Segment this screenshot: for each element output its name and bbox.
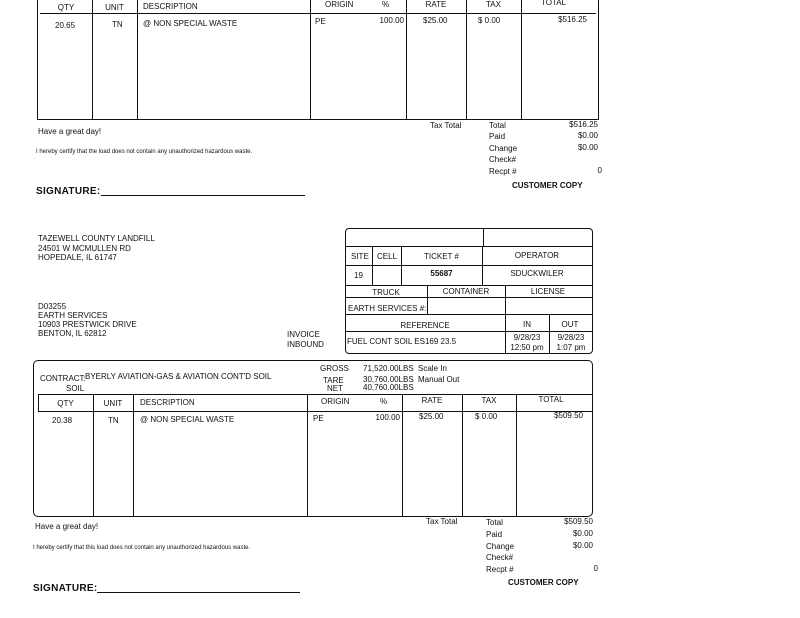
soil-label: SOIL xyxy=(66,384,85,393)
net-value: 40,760.00LBS xyxy=(363,383,414,392)
col-header-tax: TAX xyxy=(486,0,501,9)
row-rate: $25.00 xyxy=(423,16,448,25)
out-date: 9/28/23 xyxy=(557,333,585,342)
reference-value: FUEL CONT SOIL ES169 23.5 xyxy=(347,337,457,346)
change-label: Change xyxy=(486,542,515,551)
col-header-total: TOTAL xyxy=(540,0,567,7)
signature-label: SIGNATURE: xyxy=(33,583,98,594)
col-header-origin: ORIGIN xyxy=(321,397,350,406)
col-header-rate: RATE xyxy=(425,0,447,9)
row-description: @ NON SPECIAL WASTE xyxy=(143,19,238,28)
col-header-rate: RATE xyxy=(421,396,443,405)
paid-label: Paid xyxy=(489,132,506,141)
col-header-unit: UNIT xyxy=(103,399,123,408)
net-label: NET xyxy=(327,384,343,393)
out-label: OUT xyxy=(561,320,579,329)
container-label: CONTAINER xyxy=(442,287,490,296)
tax-total-label: Tax Total xyxy=(426,517,458,526)
customer-address-line2: BENTON, IL 62812 xyxy=(38,329,107,338)
greeting-text: Have a great day! xyxy=(35,522,99,531)
certify-text: I hereby certify that the load does not contain any unauthorized hazardous waste. xyxy=(36,149,253,155)
truck-label: TRUCK xyxy=(372,288,400,297)
receipt-value: 0 xyxy=(593,564,598,573)
greeting-text: Have a great day! xyxy=(38,127,102,136)
license-label: LICENSE xyxy=(530,287,566,296)
operator-label: OPERATOR xyxy=(514,251,560,260)
total-label: Total xyxy=(489,121,506,130)
out-time: 1:07 pm xyxy=(556,343,586,352)
contract-value: BYERLY AVIATION-GAS & AVIATION CONT'D SOIL xyxy=(85,372,272,381)
row-total: $509.50 xyxy=(554,411,583,420)
total-label: Total xyxy=(486,518,503,527)
row-qty: 20.38 xyxy=(52,416,73,425)
row-percent: 100.00 xyxy=(375,413,400,422)
tare-value: 30,760.00LBS xyxy=(363,375,414,384)
col-header-origin: ORIGIN xyxy=(325,0,354,9)
row-tax: $ 0.00 xyxy=(478,16,501,25)
reference-label: REFERENCE xyxy=(400,321,450,330)
facility-address-line2: HOPEDALE, IL 61747 xyxy=(38,253,117,262)
col-header-description: DESCRIPTION xyxy=(140,398,195,407)
col-header-tax: TAX xyxy=(481,396,497,405)
row-rate: $25.00 xyxy=(419,412,444,421)
in-date: 9/28/23 xyxy=(513,333,541,342)
row-origin: PE xyxy=(315,17,326,26)
site-value: 19 xyxy=(354,271,363,280)
signature-line xyxy=(97,592,300,593)
truck-value: EARTH SERVICES #: xyxy=(348,304,427,313)
check-label: Check# xyxy=(486,553,514,562)
customer-id: D03255 xyxy=(38,302,67,311)
change-label: Change xyxy=(489,144,518,153)
cell-label: CELL xyxy=(377,252,398,261)
row-total: $516.25 xyxy=(558,15,587,24)
signature-line xyxy=(101,195,305,196)
row-tax: $ 0.00 xyxy=(475,412,498,421)
in-label: IN xyxy=(523,320,531,329)
tax-total-label: Tax Total xyxy=(430,121,462,130)
receipt-value: 0 xyxy=(597,166,602,175)
facility-name: TAZEWELL COUNTY LANDFILL xyxy=(38,234,155,243)
tare-note: Manual Out xyxy=(418,375,460,384)
change-value: $0.00 xyxy=(577,143,598,152)
row-percent: 100.00 xyxy=(379,16,404,25)
total-value: $516.25 xyxy=(569,120,598,129)
invoice-label: INVOICE xyxy=(287,330,320,339)
col-header-unit: UNIT xyxy=(105,3,124,12)
col-header-total: TOTAL xyxy=(538,395,564,404)
inbound-label: INBOUND xyxy=(287,340,324,349)
customer-name: EARTH SERVICES xyxy=(38,311,108,320)
ticket-number: 55687 xyxy=(430,269,453,278)
check-label: Check# xyxy=(489,155,517,164)
ticket-label: TICKET # xyxy=(424,252,459,261)
row-qty: 20.65 xyxy=(55,21,76,30)
receipt-label: Recpt # xyxy=(486,565,514,574)
col-header-qty: QTY xyxy=(57,3,75,12)
copy-label: CUSTOMER COPY xyxy=(512,181,583,190)
contract-label: CONTRACT: xyxy=(40,374,86,383)
paid-value: $0.00 xyxy=(572,529,593,538)
certify-text: I hereby certify that this load does not contain any unauthorized hazardous waste. xyxy=(33,545,251,551)
paid-label: Paid xyxy=(486,530,503,539)
col-header-description: DESCRIPTION xyxy=(143,2,198,11)
facility-address-line1: 24501 W MCMULLEN RD xyxy=(38,244,131,253)
customer-address-line1: 10903 PRESTWICK DRIVE xyxy=(38,320,137,329)
in-time: 12:50 pm xyxy=(510,343,544,352)
signature-label: SIGNATURE: xyxy=(36,186,101,197)
gross-label: GROSS xyxy=(320,364,349,373)
col-header-percent: % xyxy=(380,397,388,406)
site-label: SITE xyxy=(351,252,369,261)
gross-value: 71,520.00LBS xyxy=(363,364,414,373)
row-description: @ NON SPECIAL WASTE xyxy=(140,415,235,424)
receipt-label: Recpt # xyxy=(489,167,517,176)
paid-value: $0.00 xyxy=(577,131,598,140)
row-unit: TN xyxy=(112,20,123,29)
col-header-percent: % xyxy=(382,0,390,9)
col-header-qty: QTY xyxy=(57,399,74,408)
gross-note: Scale In xyxy=(418,364,447,373)
row-origin: PE xyxy=(313,414,324,423)
row-unit: TN xyxy=(108,416,119,425)
copy-label: CUSTOMER COPY xyxy=(508,578,579,587)
total-value: $509.50 xyxy=(564,517,593,526)
change-value: $0.00 xyxy=(572,541,593,550)
tare-label: TARE xyxy=(323,376,344,385)
operator-value: SDUCKWILER xyxy=(510,269,564,278)
